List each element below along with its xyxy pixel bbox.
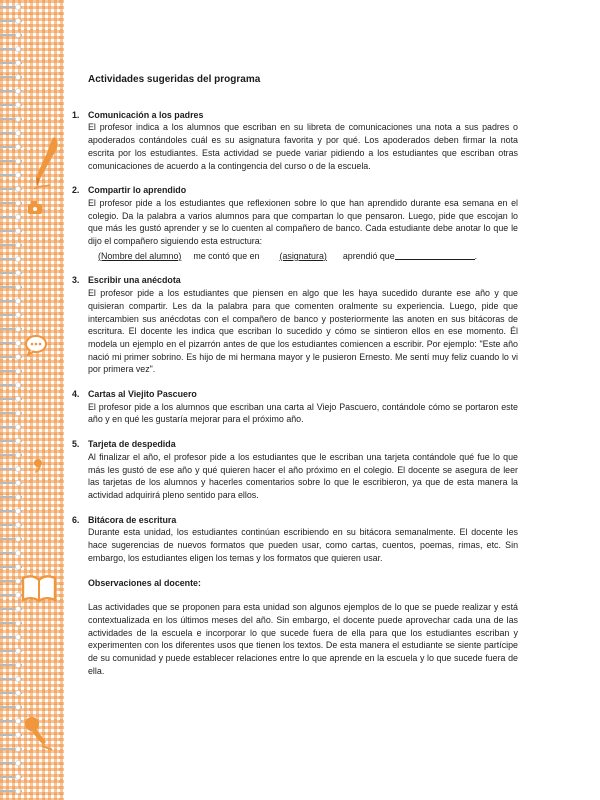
section-title: Compartir lo aprendido: [88, 185, 187, 196]
template-student-name: (Nombre del alumno): [98, 250, 182, 261]
section-title: Comunicación a los padres: [88, 109, 204, 120]
microphone-icon: [22, 712, 54, 752]
section-title: Tarjeta de despedida: [88, 439, 176, 450]
activity-section-6: [72, 514, 518, 565]
section-number: 5.: [72, 439, 80, 450]
document-body: [72, 74, 518, 677]
activity-section-5: [72, 438, 518, 502]
section-body: El profesor indica a los alumnos que escriban en su libreta de comunicaciones una nota a sus padres o apoderados contándoles cuál es su asignatura favorita y por qué. Los apoderados deben firmar la nota escrita por los estudiantes. Esta actividad se puede variar pidiendo a los estudiantes que escriban otras comunicaciones de acuerdo a la contingencia del curso o de la escuela.: [88, 122, 518, 171]
open-book-icon: [20, 572, 58, 604]
template-learned: aprendió que: [342, 250, 395, 261]
template-subject: (asignatura): [279, 250, 327, 261]
section-body: Al finalizar el año, el profesor pide a los estudiantes que le escriban una tarjeta contándole qué fue lo que más les gustó de ese año y qué quieren hacer el año próximo en el colegio. El docente se asegura de leer las tarjetas de los alumnos y hacerles comentarios sobre lo que le escribieron, ya que de esta manera la actividad adquirirá pleno sentido para ellos.: [88, 451, 518, 500]
page-title: Actividades sugeridas del programa: [88, 74, 261, 85]
observations-title: Observaciones al docente:: [88, 577, 201, 588]
comma-icon: [32, 458, 44, 474]
margin-grid-decoration: [0, 0, 64, 800]
section-number: 3.: [72, 275, 80, 286]
pencil-sharpener-icon: [26, 200, 46, 216]
structure-template: [88, 250, 518, 263]
activity-section-4: [72, 388, 518, 426]
spiral-holes: [14, 0, 22, 800]
section-number: 2.: [72, 185, 80, 196]
activity-section-3: [72, 274, 518, 376]
section-body: El profesor pide a los estudiantes que piensen en algo que les haya sucedido durante ese año y que quisieran compartir. Les da la palabra para que comenten oralmente su experiencia. Luego, pide que intercambien sus anécdotas con el compañero de banco y posteriormente las anoten en sus bitácoras de escritura. El docente les indica que escriban lo sucedido y cómo se sintieron ellos en ese momento. Él modela un ejemplo en el pizarrón antes de que los estudiantes comiencen a escribir. Por ejemplo: "Este año nació mi primer sobrino. Es hijo de mi hermana mayor y le pusieron Ernesto. Me sentí muy feliz cuando lo vi por primera vez".: [88, 288, 518, 375]
teacher-observations: [72, 577, 518, 678]
observations-body: Las actividades que se proponen para esta unidad son algunos ejemplos de lo que se puede realizar y está contextualizada en los últimos meses del año. Sin embargo, el docente puede aprovechar cada una de las actividades de la escuela e incorporar lo que sucede fuera de ella para que los estudiantes escriban y experimenten con los diferentes usos que tienen los textos. De esta manera el estudiante se siente partícipe de su comunidad y puede establecer relaciones entre lo que aprende en la escuela y lo que sucede fuera de ella.: [88, 602, 518, 676]
pen-icon: [30, 135, 62, 191]
section-title: Escribir una anécdota: [88, 275, 181, 286]
section-title: Cartas al Viejito Pascuero: [88, 389, 197, 400]
template-end: .: [474, 250, 478, 261]
section-number: 6.: [72, 514, 80, 525]
section-body: El profesor pide a los alumnos que escriban una carta al Viejo Pascuero, contándole cómo se portaron este año y en qué les gustaría mejorar para el próximo año.: [88, 401, 518, 425]
template-connector: me contó que en: [193, 250, 260, 261]
section-body: Durante esta unidad, los estudiantes continúan escribiendo en su bitácora semanalmente. El docente les hace sugerencias de nuevos formatos que pueden usar, como cartas, cuentos, poemas, rimas, etc. Sin embargo, los estudiantes eligen los temas y los formatos que quieren usar.: [88, 527, 518, 563]
section-number: 1.: [72, 109, 80, 120]
section-body: El profesor pide a los estudiantes que reflexionen sobre lo que han aprendido durante esa semana en el colegio. Da la palabra a varios alumnos para que compartan lo que pensaron. Luego, pide que escojan lo que más les gustó aprender y se lo cuenten al compañero de banco. Cada estudiante debe anotar lo que le dijo el compañero siguiendo esta estructura:: [88, 197, 518, 247]
speech-bubble-icon: [24, 334, 48, 356]
section-title: Bitácora de escritura: [88, 514, 177, 525]
section-number: 4.: [72, 389, 80, 400]
template-blank-line: [395, 250, 475, 260]
activity-section-1: [72, 109, 518, 173]
activity-section-2: [72, 184, 518, 262]
